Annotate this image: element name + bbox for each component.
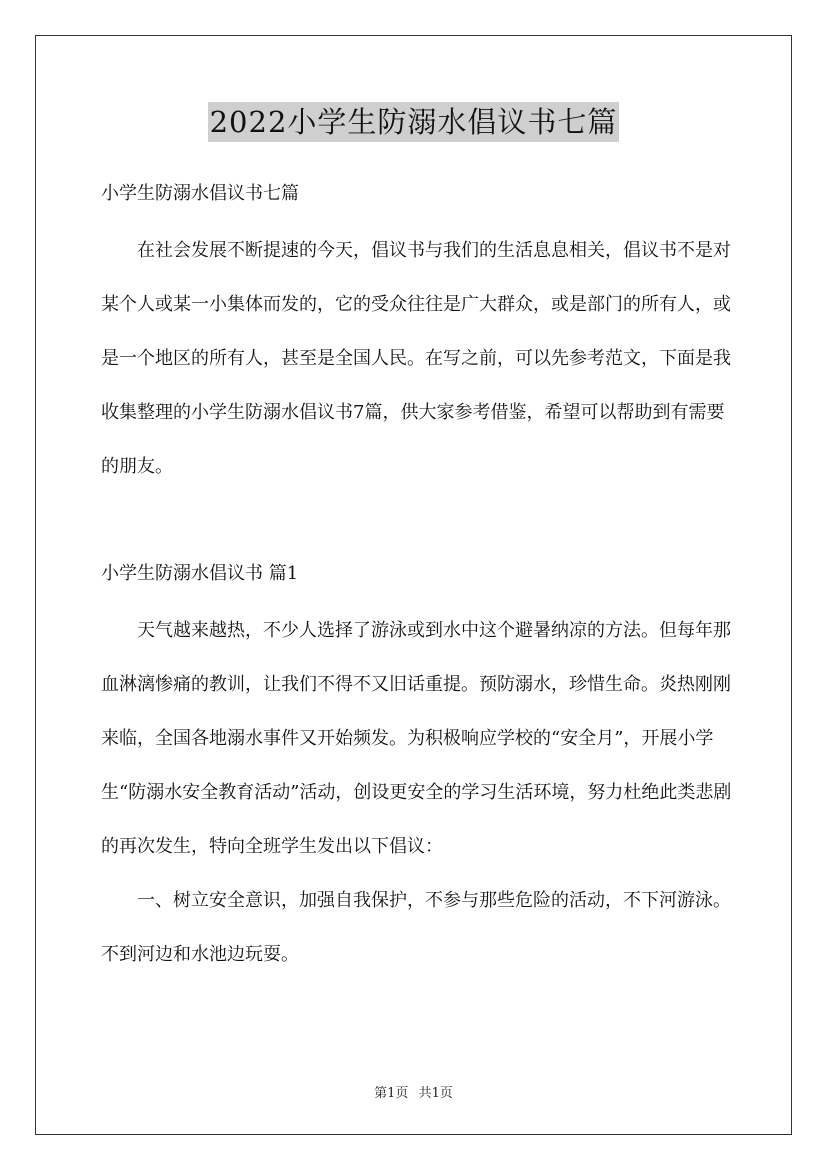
intro-paragraph: 在社会发展不断提速的今天，倡议书与我们的生活息息相关，倡议书不是对某个人或某一小集体而发的，它的受众往往是广大群众，或是部门的所有人，或是一个地区的所有人，甚至是全国人民。在写之前，可以先参考范文，下面是我收集整理的小学生防溺水倡议书7篇，供大家参考借鉴，希望可以帮助到有需要的朋友。 bbox=[101, 240, 731, 477]
document-subtitle: 小学生防溺水倡议书七篇 bbox=[101, 183, 299, 204]
section-heading: 小学生防溺水倡议书 篇1 bbox=[101, 563, 299, 584]
page-footer bbox=[0, 1082, 827, 1101]
document-body bbox=[101, 170, 741, 982]
page-number: 第1页 bbox=[374, 1086, 409, 1101]
section-gap bbox=[101, 494, 741, 544]
section-paragraph: 天气越来越热，不少人选择了游泳或到水中这个避暑纳凉的方法。但每年那血淋漓惨痛的教训，让我们不得不又旧话重提。预防溺水，珍惜生命。炎热刚刚来临，全国各地溺水事件又开始频发。为积极响应学校的“安全月”，开展小学生“防溺水安全教育活动”活动，创设更安全的学习生活环境，努力杜绝此类悲剧的再次发生，特向全班学生发出以下倡议： bbox=[101, 620, 732, 857]
section-paragraph: 一、树立安全意识，加强自我保护，不参与那些危险的活动，不下河游泳。不到河边和水池边玩耍。 bbox=[101, 890, 731, 965]
page-total: 共1页 bbox=[418, 1086, 453, 1101]
document-title[interactable]: 2022小学生防溺水倡议书七篇 bbox=[208, 102, 620, 142]
title-container bbox=[0, 102, 827, 142]
